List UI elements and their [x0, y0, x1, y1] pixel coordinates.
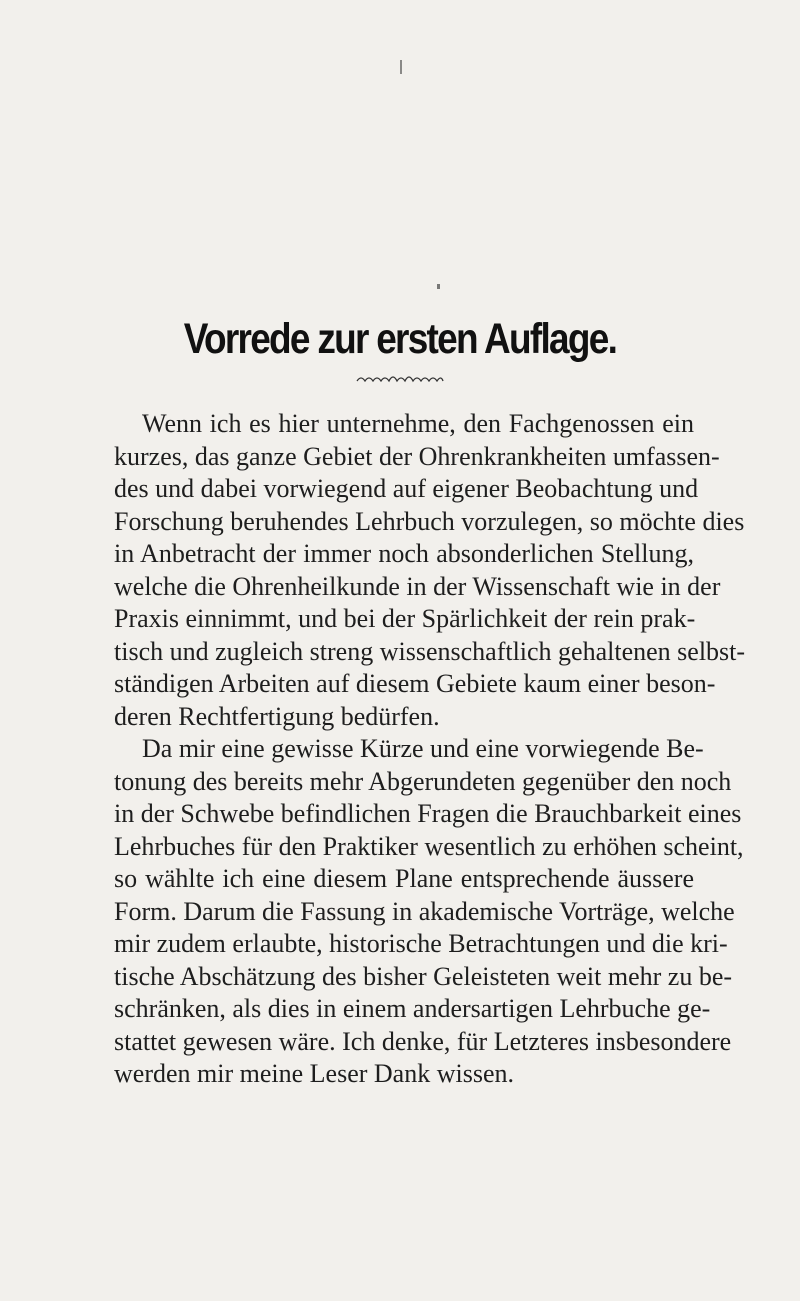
text-line: des und dabei vorwiegend auf eigener Beobachtung und [114, 474, 699, 503]
page-title: Vorrede zur ersten Auflage. [183, 315, 617, 363]
text-line: so wählte ich eine diesem Plane entsprechende äussere [114, 864, 694, 893]
text-line: ständigen Arbeiten auf diesem Gebiete kaum einer beson- [114, 669, 716, 698]
text-line: tische Abschätzung des bisher Geleisteten weit mehr zu be- [114, 961, 733, 991]
paragraph-1 [114, 408, 746, 733]
text-line: stattet gewesen wäre. Ich denke, für Letzteres insbesondere [114, 1026, 732, 1056]
text-line: kurzes, das ganze Gebiet der Ohrenkrankheiten umfassen- [114, 441, 720, 471]
text-line: deren Rechtfertigung bedürfen. [114, 701, 440, 731]
text-line: werden mir meine Leser Dank wissen. [114, 1059, 514, 1088]
ornament-divider [355, 372, 445, 386]
text-line: in der Schwebe befindlichen Fragen die Brauchbarkeit eines [114, 799, 742, 828]
text-line: mir zudem erlaubte, historische Betrachtungen und die kri- [114, 929, 728, 958]
text-line: Wenn ich es hier unternehme, den Fachgenossen ein [142, 409, 694, 438]
text-line: welche die Ohrenheilkunde in der Wissenschaft wie in der [114, 571, 721, 601]
text-line: tonung des bereits mehr Abgerundeten gegenüber den noch [114, 766, 732, 796]
preface-text [114, 408, 746, 1091]
paragraph-2 [114, 733, 744, 1091]
text-line: Form. Darum die Fassung in akademische Vorträge, welche [114, 896, 735, 926]
text-line: in Anbetracht der immer noch absonderlichen Stellung, [114, 539, 694, 568]
print-speck [437, 284, 440, 289]
text-line: Forschung beruhendes Lehrbuch vorzulegen, so möchte dies [114, 506, 745, 536]
text-line: tisch und zugleich streng wissenschaftlich gehaltenen selbst- [114, 636, 746, 666]
text-line: schränken, als dies in einem andersartigen Lehrbuche ge- [114, 994, 711, 1023]
text-line: Da mir eine gewisse Kürze und eine vorwiegende Be- [142, 734, 704, 763]
text-line: Lehrbuches für den Praktiker wesentlich zu erhöhen scheint, [114, 831, 744, 861]
text-line: Praxis einnimmt, und bei der Spärlichkeit der rein prak- [114, 604, 696, 633]
print-speck [400, 60, 402, 74]
